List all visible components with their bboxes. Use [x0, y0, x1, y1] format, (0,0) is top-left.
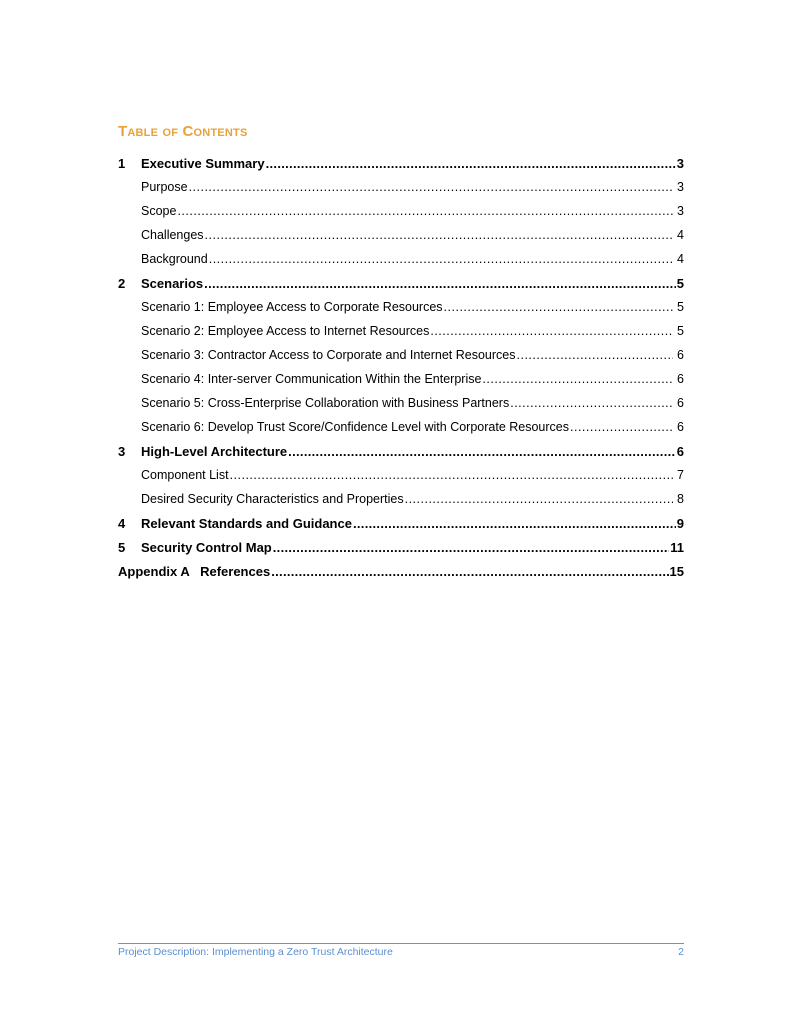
- toc-dot-leader: [209, 252, 673, 266]
- toc-entry[interactable]: [118, 492, 684, 516]
- footer-document-title: Project Description: Implementing a Zero Trust Architecture: [118, 946, 393, 958]
- toc-entry-title: Desired Security Characteristics and Properties: [141, 492, 404, 506]
- toc-entry[interactable]: [118, 396, 684, 420]
- toc-entry-page: 5: [676, 276, 684, 291]
- toc-entry-title: Scenario 4: Inter-server Communication Within the Enterprise: [141, 372, 482, 386]
- toc-entry[interactable]: [118, 156, 684, 180]
- toc-entry-title: Component List: [141, 468, 229, 482]
- toc-entry-title: Scope: [141, 204, 177, 218]
- toc-entry-number: 2: [118, 276, 126, 291]
- toc-entry-page: 3: [676, 156, 684, 171]
- toc-dot-leader: [570, 420, 673, 434]
- toc-entry[interactable]: [118, 228, 684, 252]
- toc-dot-leader: [271, 564, 668, 579]
- page-footer: [118, 943, 684, 958]
- toc-entry-page: 3: [677, 180, 684, 194]
- toc-entry[interactable]: [118, 204, 684, 228]
- toc-entry-title: Scenario 1: Employee Access to Corporate Resources: [141, 300, 443, 314]
- toc-entry-title: Scenario 2: Employee Access to Internet Resources: [141, 324, 430, 338]
- toc-dot-leader: [205, 228, 674, 242]
- toc-entry-number: 3: [118, 444, 126, 459]
- toc-entry-page: 7: [677, 468, 684, 482]
- toc-entry[interactable]: [118, 444, 684, 468]
- toc-dot-leader: [189, 180, 673, 194]
- toc-entry-number: 1: [118, 156, 126, 171]
- toc-entry-page: 6: [677, 396, 684, 410]
- toc-entry-title: Purpose: [141, 180, 188, 194]
- toc-entry-title: Relevant Standards and Guidance: [141, 516, 352, 531]
- toc-entry-title: Security Control Map: [141, 540, 272, 555]
- toc-dot-leader: [517, 348, 674, 362]
- toc-dot-leader: [405, 492, 673, 506]
- toc-entry-page: 5: [677, 300, 684, 314]
- toc-dot-leader: [266, 156, 676, 171]
- toc-entry-page: 6: [677, 420, 684, 434]
- toc-entry-page: 5: [677, 324, 684, 338]
- toc-entry-page: 3: [677, 204, 684, 218]
- toc-dot-leader: [230, 468, 673, 482]
- toc-entry[interactable]: [118, 372, 684, 396]
- toc-dot-leader: [482, 372, 673, 386]
- footer-page-number: 2: [678, 946, 684, 958]
- toc-entry-page: 11: [670, 540, 684, 555]
- toc-entry-number: 4: [118, 516, 126, 531]
- toc-entry[interactable]: [118, 468, 684, 492]
- toc-entry[interactable]: [118, 516, 684, 540]
- toc-entry-page: 8: [677, 492, 684, 506]
- toc-entry[interactable]: [118, 300, 684, 324]
- toc-entry-title: Scenarios: [141, 276, 204, 291]
- toc-entry[interactable]: [118, 540, 684, 564]
- toc-entry[interactable]: [118, 324, 684, 348]
- toc-entry-page: 4: [677, 228, 684, 242]
- toc-entry[interactable]: [118, 348, 684, 372]
- toc-dot-leader: [204, 276, 676, 291]
- toc-dot-leader: [288, 444, 676, 459]
- toc-entry-title: Executive Summary: [141, 156, 265, 171]
- toc-entry[interactable]: [118, 420, 684, 444]
- toc-entry-number: 5: [118, 540, 126, 555]
- toc-entry-page: 6: [677, 348, 684, 362]
- toc-dot-leader: [353, 516, 676, 531]
- toc-dot-leader: [510, 396, 673, 410]
- toc-entry-page: 9: [676, 516, 684, 531]
- toc-entry-page: 15: [669, 564, 684, 579]
- toc-entry[interactable]: [118, 180, 684, 204]
- toc-entry-title: High-Level Architecture: [141, 444, 288, 459]
- toc-entry-page: 6: [676, 444, 684, 459]
- toc-entry[interactable]: [118, 252, 684, 276]
- toc-dot-leader: [430, 324, 673, 338]
- toc-entry-title: Scenario 6: Develop Trust Score/Confidence Level with Corporate Resources: [141, 420, 569, 434]
- toc-entry-title: Background: [141, 252, 208, 266]
- toc-entry-appendix[interactable]: [118, 564, 684, 588]
- toc-entry-title: Scenario 5: Cross-Enterprise Collaboration with Business Partners: [141, 396, 510, 410]
- toc-dot-leader: [273, 540, 670, 555]
- toc-entry-title: Challenges: [141, 228, 204, 242]
- toc-entry-title: Appendix A References: [118, 564, 271, 579]
- toc-entry-page: 4: [677, 252, 684, 266]
- toc-entry-title: Scenario 3: Contractor Access to Corporate and Internet Resources: [141, 348, 516, 362]
- toc-heading: Table of Contents: [118, 123, 248, 140]
- table-of-contents: [118, 156, 684, 588]
- toc-entry[interactable]: [118, 276, 684, 300]
- toc-dot-leader: [177, 204, 673, 218]
- toc-dot-leader: [444, 300, 674, 314]
- toc-entry-page: 6: [677, 372, 684, 386]
